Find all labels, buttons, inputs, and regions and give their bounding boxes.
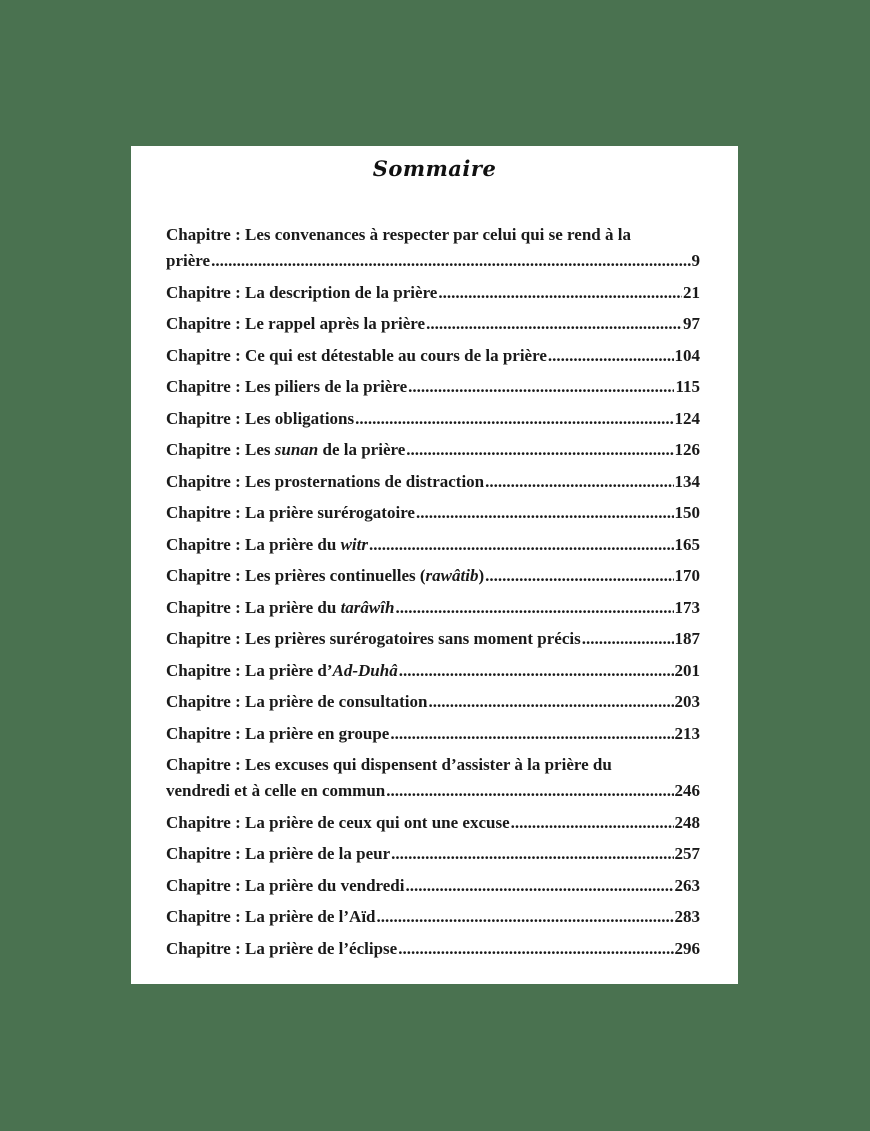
toc-entry-title-italic: Ad-Duhâ	[332, 660, 398, 680]
toc-entry-title	[166, 500, 415, 526]
toc-entry-title	[166, 626, 581, 652]
toc-entry-title-suffix: )	[478, 566, 485, 585]
toc-entry-page-number: 173	[674, 597, 700, 617]
toc-entry-title-text: Chapitre : La prière de ceux qui ont une excuse	[166, 812, 510, 832]
toc-entry-title-italic: sunan	[274, 440, 319, 459]
dot-leader	[428, 689, 673, 715]
toc-entry[interactable]	[166, 626, 700, 652]
toc-entry-title-text: Chapitre : La prière en groupe	[166, 723, 390, 743]
toc-entry-page-number: 283	[674, 907, 700, 926]
toc-entry-title-text: Chapitre : La prière de l’Aïd	[166, 907, 376, 926]
toc-entry[interactable]	[166, 311, 700, 337]
dot-leader	[390, 721, 673, 747]
toc-entry-title-text: vendredi et à celle en commun	[166, 781, 386, 800]
toc-entry-title-text: Chapitre : La prière du vendredi	[166, 875, 405, 895]
toc-entry-page-number: 150	[674, 503, 700, 522]
dot-leader	[398, 936, 673, 962]
toc-entry-page-number: 203	[674, 692, 700, 711]
toc-entry-title-suffix: de la prière	[318, 440, 406, 459]
toc-entry-page-number: 97	[683, 314, 700, 333]
dot-leader	[355, 406, 673, 432]
toc-entry[interactable]	[166, 752, 700, 804]
toc-entry-page-number: 124	[674, 408, 700, 428]
toc-entry-title	[166, 406, 354, 432]
toc-entry-title-text: Chapitre : La prière de l’éclipse	[166, 938, 398, 958]
dot-leader	[386, 778, 673, 804]
toc-entry-title-text: Chapitre : La prière de consultation	[166, 692, 428, 711]
toc-entry-title	[166, 936, 397, 962]
toc-entry-title	[166, 778, 385, 804]
toc-entry[interactable]	[166, 810, 700, 836]
toc-entry-title	[166, 873, 404, 899]
toc-entry-title-text: Chapitre : Les prières surérogatoires sans moment précis	[166, 629, 581, 648]
dot-leader	[408, 374, 674, 400]
toc-entry-page-number: 263	[674, 875, 700, 895]
toc-entry-title	[166, 311, 425, 337]
toc-entry-title	[166, 469, 484, 495]
toc-entry-title	[166, 248, 210, 274]
dot-leader	[391, 841, 673, 867]
dot-leader	[511, 810, 674, 836]
toc-entry[interactable]	[166, 873, 700, 899]
toc-entry-title-italic: tarâwîh	[340, 597, 395, 617]
toc-entry-page-number: 201	[674, 660, 700, 680]
dot-leader	[405, 873, 673, 899]
dot-leader	[582, 626, 674, 652]
table-of-contents	[166, 222, 700, 967]
toc-entry-title	[166, 563, 484, 589]
toc-entry-title	[166, 841, 390, 867]
toc-entry[interactable]	[166, 500, 700, 526]
toc-entry-page-number: 115	[675, 377, 700, 396]
toc-entry-title-line: Chapitre : Les convenances à respecter par celui qui se rend à la	[166, 225, 631, 244]
dot-leader	[485, 469, 673, 495]
toc-entry-title-text: Chapitre : La prière de la peur	[166, 844, 391, 863]
toc-entry-page-number: 134	[674, 471, 700, 491]
dot-leader	[406, 437, 673, 463]
toc-entry-title	[166, 658, 398, 684]
toc-entry-title	[166, 280, 437, 306]
toc-entry-title	[166, 721, 389, 747]
toc-entry[interactable]	[166, 406, 700, 432]
document-page	[131, 146, 738, 984]
toc-entry-title-text: Chapitre : Les piliers de la prière	[166, 377, 408, 396]
toc-entry-title-line: Chapitre : Les excuses qui dispensent d’assister à la prière du	[166, 755, 612, 774]
toc-entry-page-number: 213	[674, 723, 700, 743]
dot-leader	[548, 343, 674, 369]
toc-entry[interactable]	[166, 689, 700, 715]
dot-leader	[485, 563, 673, 589]
toc-entry-title	[166, 374, 407, 400]
toc-entry-title	[166, 810, 510, 836]
toc-entry-title-text: Chapitre : Le rappel après la prière	[166, 314, 426, 333]
toc-entry[interactable]	[166, 280, 700, 306]
toc-entry-title-text: Chapitre : Les	[166, 440, 275, 459]
dot-leader	[377, 904, 674, 930]
toc-entry-title-text: Chapitre : Ce qui est détestable au cours de la prière	[166, 345, 547, 365]
toc-entry-title	[166, 595, 394, 621]
toc-entry-title-text: prière	[166, 251, 211, 270]
toc-entry-title-text: Chapitre : Les prosternations de distraction	[166, 471, 485, 491]
toc-entry[interactable]	[166, 222, 700, 274]
toc-entry[interactable]	[166, 469, 700, 495]
toc-entry-title	[166, 532, 368, 558]
toc-entry-page-number: 104	[674, 345, 700, 365]
toc-entry-title-text: Chapitre : La prière surérogatoire	[166, 503, 415, 522]
toc-entry[interactable]	[166, 841, 700, 867]
toc-entry-page-number: 246	[674, 781, 700, 800]
toc-entry[interactable]	[166, 532, 700, 558]
toc-entry[interactable]	[166, 904, 700, 930]
toc-entry[interactable]	[166, 343, 700, 369]
dot-leader	[395, 595, 673, 621]
toc-entry-page-number: 126	[674, 440, 700, 459]
toc-entry-page-number: 170	[674, 566, 700, 585]
toc-entry-title-text: Chapitre : La prière du	[166, 534, 341, 554]
toc-entry-title-text: Chapitre : Les obligations	[166, 408, 355, 428]
toc-entry[interactable]	[166, 563, 700, 589]
dot-leader	[369, 532, 674, 558]
toc-entry-title-text: Chapitre : La prière du	[166, 597, 341, 617]
toc-entry[interactable]	[166, 595, 700, 621]
toc-entry-title	[166, 904, 376, 930]
toc-entry-page-number: 21	[683, 282, 700, 302]
dot-leader	[211, 248, 690, 274]
toc-entry[interactable]	[166, 374, 700, 400]
dot-leader	[438, 280, 682, 306]
toc-entry-page-number: 9	[691, 251, 700, 270]
page-title: Sommaire	[372, 156, 497, 181]
toc-entry-page-number: 165	[674, 534, 700, 554]
toc-entry[interactable]	[166, 936, 700, 962]
toc-entry-title-text: Chapitre : La prière d’	[166, 660, 333, 680]
toc-entry-page-number: 187	[674, 629, 700, 648]
toc-entry[interactable]	[166, 658, 700, 684]
toc-entry-title	[166, 689, 427, 715]
toc-entry-title	[166, 343, 547, 369]
toc-entry-title-italic: witr	[340, 534, 368, 554]
toc-entry-page-number: 248	[674, 812, 700, 832]
toc-entry-page-number: 257	[674, 844, 700, 863]
toc-entry[interactable]	[166, 437, 700, 463]
toc-entry-title	[166, 437, 405, 463]
dot-leader	[426, 311, 682, 337]
dot-leader	[416, 500, 674, 526]
dot-leader	[399, 658, 674, 684]
toc-entry-title-text: Chapitre : La description de la prière	[166, 282, 438, 302]
toc-entry[interactable]	[166, 721, 700, 747]
toc-entry-title-text: Chapitre : Les prières continuelles (	[166, 566, 426, 585]
toc-entry-page-number: 296	[674, 938, 700, 958]
toc-entry-title-italic: rawâtib	[425, 566, 479, 585]
